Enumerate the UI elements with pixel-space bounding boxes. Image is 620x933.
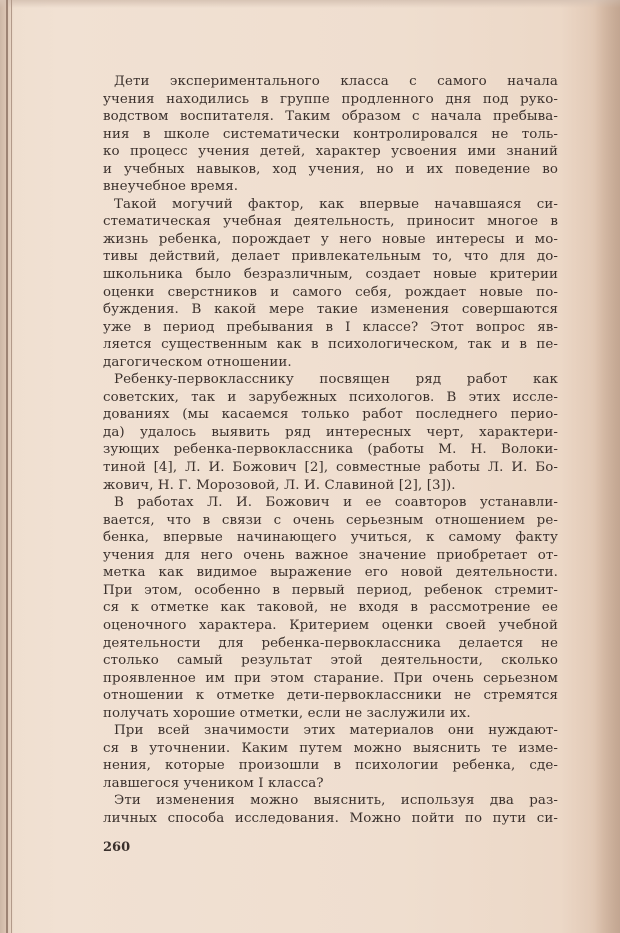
text-line: Дети экспериментального класса с самого начала xyxy=(114,74,558,89)
text-line: метка как видимое выражение его новой деятельности. xyxy=(103,565,558,581)
page-top-edge xyxy=(0,0,620,8)
text-line: нения, которые произошли в психологии ребенка, сде- xyxy=(103,758,558,774)
page-right-shadow xyxy=(595,0,620,933)
text-line: деятельности для ребенка-первоклассника делается не xyxy=(103,635,558,651)
text-line: проявленное им при этом старание. При очень серьезном xyxy=(103,670,558,686)
text-line: оценочного характера. Критерием оценки своей учебной xyxy=(103,617,558,633)
paragraph xyxy=(103,494,558,722)
text-line: оценки сверстников и самого себя, рождает новые по- xyxy=(103,284,558,300)
text-line: дованиях (мы касаемся только работ последнего перио- xyxy=(103,407,558,423)
text-line: и учебных навыков, ход учения, но и их поведение во xyxy=(103,161,558,177)
text-line: столько самый результат этой деятельности, сколько xyxy=(103,653,558,669)
text-line: уже в период пребывания в I классе? Этот вопрос яв- xyxy=(103,319,558,335)
text-line: тивы действий, делает привлекательным то, что для до- xyxy=(103,249,558,265)
text-line: отношении к отметке дети-первоклассники не стремятся xyxy=(103,688,558,704)
text-line: получать хорошие отметки, если не заслужили их. xyxy=(103,705,471,721)
text-line: ляется существенным как в психологическом, так и в пе- xyxy=(103,337,558,353)
text-line: советских, так и зарубежных психологов. В этих иссле- xyxy=(103,389,558,405)
text-line: стематическая учебная деятельность, приносит многое в xyxy=(103,214,558,230)
paragraph xyxy=(103,73,558,196)
text-line: буждения. В какой мере такие изменения совершаются xyxy=(103,302,558,318)
text-line: Ребенку-первокласснику посвящен ряд работ как xyxy=(114,372,558,388)
text-line: ся к отметке как таковой, не входя в рассмотрение ее xyxy=(103,600,558,616)
body-text xyxy=(103,73,558,828)
paragraph xyxy=(103,792,558,827)
text-line: тиной [4], Л. И. Божович [2], совместные работы Л. И. Бо- xyxy=(103,460,558,476)
text-line: ко процесс учения детей, характер усвоения ими знаний xyxy=(103,144,558,160)
text-line: бенка, впервые начинающего учиться, к самому факту xyxy=(103,530,558,546)
text-line: школьника было безразличным, создает новые критерии xyxy=(103,267,558,283)
book-spine-edge xyxy=(6,0,8,933)
text-line: лавшегося учеником I класса? xyxy=(103,775,324,791)
text-line: учения находились в группе продленного дня под руко- xyxy=(103,91,558,107)
text-line: Такой могучий фактор, как впервые начавшаяся си- xyxy=(114,196,558,212)
paragraph xyxy=(103,722,558,792)
text-line: При этом, особенно в первый период, ребенок стремит- xyxy=(103,582,558,598)
text-line: При всей значимости этих материалов они нуждают- xyxy=(114,723,558,739)
text-line: учения для него очень важное значение приобретает от- xyxy=(103,547,558,563)
paragraph xyxy=(103,371,558,494)
text-line: дагогическом отношении. xyxy=(103,354,292,370)
page-number: 260 xyxy=(103,840,131,855)
text-line: ся в уточнении. Каким путем можно выяснить те изме- xyxy=(103,740,558,756)
text-line: Эти изменения можно выяснить, используя два раз- xyxy=(114,793,558,809)
book-spine-edge-inner xyxy=(11,0,12,933)
text-line: водством воспитателя. Таким образом с начала пребыва- xyxy=(103,109,558,125)
text-line: ния в школе систематически контролировался не толь- xyxy=(103,126,558,142)
text-line: личных способа исследования. Можно пойти по пути си- xyxy=(103,810,558,826)
text-line: вается, что в связи с очень серьезным отношением ре- xyxy=(103,512,558,528)
text-line: жович, Н. Г. Морозовой, Л. И. Славиной [2], [3]). xyxy=(103,477,456,493)
text-line: зующих ребенка-первоклассника (работы М. Н. Волоки- xyxy=(103,442,558,458)
text-line: жизнь ребенка, порождает у него новые интересы и мо- xyxy=(103,231,558,247)
text-line: да) удалось выявить ряд интересных черт, характери- xyxy=(103,424,558,440)
paragraph xyxy=(103,196,558,371)
text-line: внеучебное время. xyxy=(103,179,239,195)
text-line: В работах Л. И. Божович и ее соавторов устанавли- xyxy=(114,495,558,511)
